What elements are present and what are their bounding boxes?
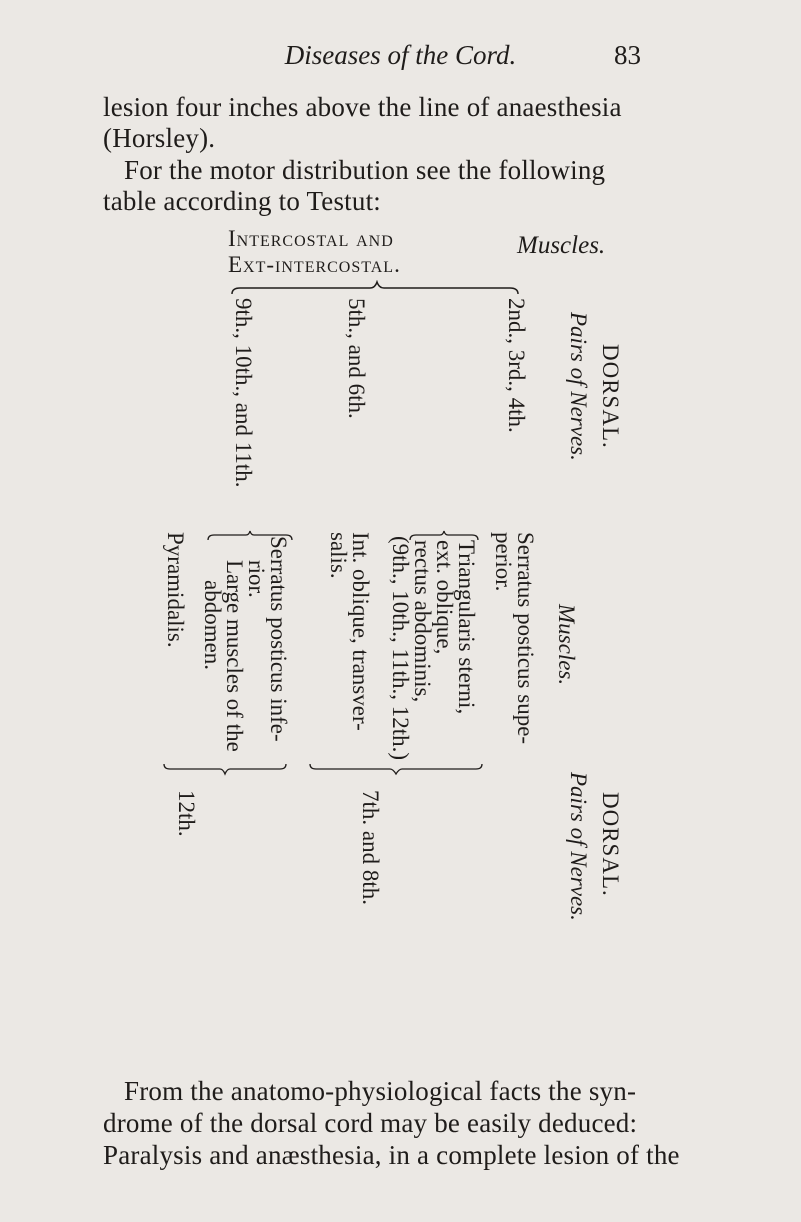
running-head-title: Diseases of the Cord. — [284, 40, 517, 70]
table-heading-right: Muscles. — [517, 232, 606, 259]
top-brace — [230, 280, 520, 296]
intro-line-2: (Horsley). — [103, 123, 216, 153]
middle-item-3-line-1: Int. oblique, transver- — [348, 532, 373, 731]
right-row-2: 12th. — [174, 790, 199, 837]
middle-item-4-line-3: Large muscles of the — [222, 560, 247, 752]
intro-line-3: For the motor distribution see the following — [124, 155, 606, 185]
middle-item-2-line-2: ext. oblique, — [432, 540, 457, 655]
middle-item-1-line-1: Serratus posticus supe- — [513, 532, 538, 745]
right-row-1: 7th. and 8th. — [358, 790, 383, 905]
page-number: 83 — [614, 40, 641, 70]
middle-item-3-line-2: salis. — [326, 532, 351, 579]
middle-item-2-line-3: rectus abdominis, — [410, 540, 435, 703]
middle-item-4-line-4: abdomen. — [200, 580, 225, 671]
intro-line-1: lesion four inches above the line of anaesthesia — [103, 92, 622, 122]
outro-line-3: Paralysis and anæsthesia, in a complete lesion of the — [103, 1140, 680, 1170]
left-label-pairs: Pairs of Nerves. — [566, 312, 591, 461]
right-label-pairs: Pairs of Nerves. — [566, 772, 591, 921]
outro-line-2: drome of the dorsal cord may be easily deduced: — [103, 1108, 638, 1138]
middle-item-4-line-1: Serratus posticus infe- — [266, 536, 291, 742]
middle-item-2-line-4: (9th., 10th., 11th., 12th.) — [388, 536, 413, 761]
middle-item-2-line-1: Triangularis sterni, — [454, 540, 479, 715]
table-heading-left-2: Ext-intercostal. — [228, 252, 401, 277]
right-label-dorsal: DORSAL. — [598, 792, 623, 897]
table-heading-left-1: Intercostal and — [228, 226, 394, 251]
middle-label-muscles: Muscles. — [554, 604, 579, 686]
middle-item-5: Pyramidalis. — [163, 532, 188, 648]
brace-bottom-right — [308, 762, 484, 776]
intro-line-4: table according to Testut: — [103, 186, 381, 216]
middle-item-4-line-2: rior. — [244, 560, 269, 598]
running-head — [0, 40, 801, 71]
left-row-1: 2nd., 3rd., 4th. — [504, 298, 529, 433]
middle-item-1-line-2: perior. — [491, 532, 516, 592]
brace-item-4-top — [206, 530, 294, 542]
left-row-3: 9th., 10th., and 11th. — [231, 298, 256, 488]
brace-item-2-top — [408, 530, 480, 542]
brace-bottom-left — [162, 762, 288, 776]
outro-line-1: From the anatomo-physiological facts the syn- — [124, 1076, 637, 1106]
left-label-dorsal: DORSAL. — [598, 344, 623, 449]
left-row-2: 5th., and 6th. — [344, 298, 369, 419]
